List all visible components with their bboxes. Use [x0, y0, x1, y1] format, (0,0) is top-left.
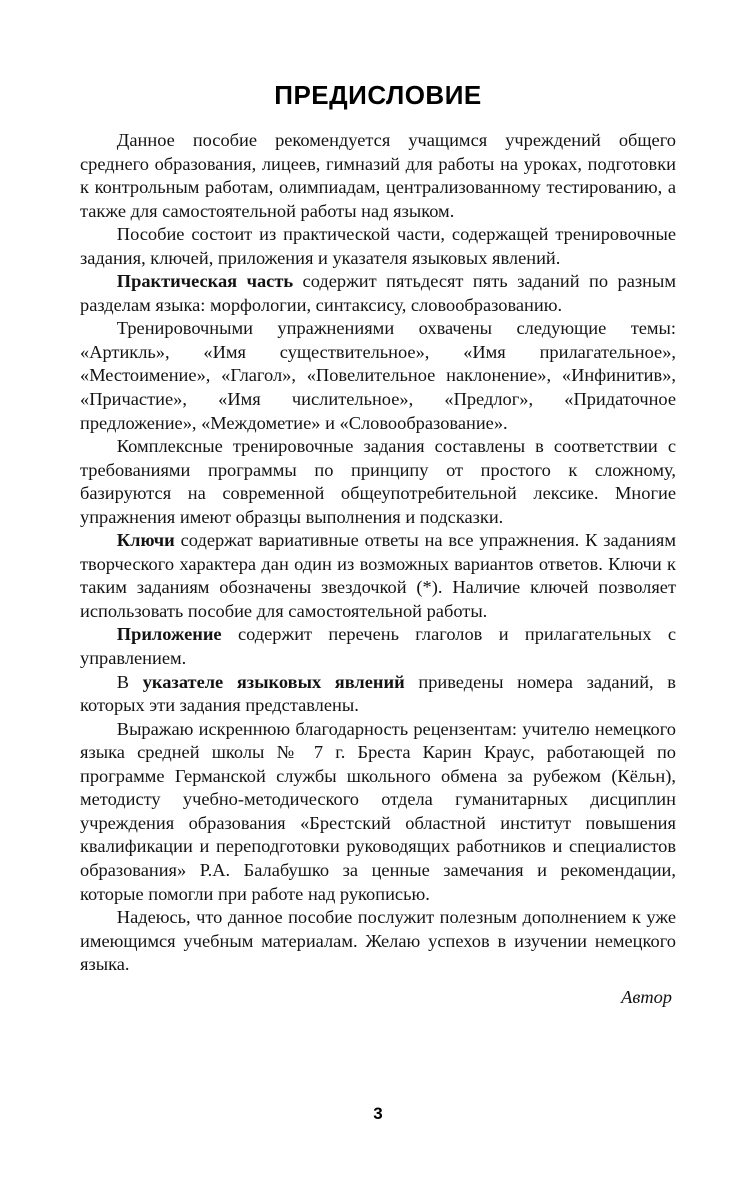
emphasis-text: Приложение [116, 624, 222, 645]
page-title: ПРЕДИСЛОВИЕ [274, 80, 482, 110]
paragraph-text: В [116, 671, 143, 692]
paragraph-text: содержит пятьдесят пять заданий по разным разделам языка: морфологии, синтаксису, словообразованию. [80, 271, 676, 315]
paragraph-text: приведены номера заданий, в которых эти задания представлены. [80, 671, 676, 716]
paragraph-text: содержит перечень глаголов и прилагательных с управлением. [80, 624, 676, 669]
paragraph [80, 671, 676, 718]
emphasis-text: указателе языковых явлений [142, 671, 405, 692]
paragraph [80, 718, 676, 906]
paragraph-text: Выражаю искреннюю благодарность рецензентам: учителю немецкого языка средней школы № 7 г. Бреста Карин Краус, работающей по программе Германской службы школьного обмена за рубежом (Кёльн), методисту учебно-методического отдела гуманитарных дисциплин учреждения образования «Брестский областной институт повышения квалификации и переподготовки руководящих работников и специалистов образования» Р.А. Балабушко за ценные замечания и рекомендации, которые помогли при работе над рукописью. [80, 718, 676, 904]
paragraph [80, 129, 676, 223]
paragraph-text: Тренировочными упражнениями охвачены следующие темы: «Артикль», «Имя существительное», «Имя прилагательное», «Местоимение», «Глагол», «Повелительное наклонение», «Инфинитив», «Причастие», «Имя числительное», «Предлог», «Придаточное предложение», «Междометие» и «Словообразование». [80, 318, 676, 433]
paragraph-text: Надеюсь, что данное пособие послужит полезным дополнением к уже имеющимся учебным материалам. Желаю успехов в изучении немецкого языка. [80, 907, 676, 975]
preface-body [80, 129, 676, 977]
paragraph-text: Пособие состоит из практической части, содержащей тренировочные задания, ключей, приложения и указателя языковых явлений. [80, 224, 676, 268]
paragraph [80, 317, 676, 435]
paragraph [80, 435, 676, 529]
paragraph [80, 223, 676, 270]
author-signature: Автор [621, 986, 672, 1007]
emphasis-text: Практическая часть [116, 271, 294, 292]
paragraph [80, 270, 676, 317]
paragraph [80, 906, 676, 977]
page-number: 3 [373, 1104, 383, 1123]
emphasis-text: Ключи [116, 530, 175, 551]
paragraph-text: содержат вариативные ответы на все упражнения. К заданиям творческого характера дан один из возможных вариантов ответов. Ключи к таким заданиям обозначены звездочкой (*). Наличие ключей позволяет использовать пособие для самостоятельной работы. [80, 530, 676, 621]
paragraph-text: Данное пособие рекомендуется учащимся учреждений общего среднего образования, лицеев, гимназий для работы на уроках, подготовки к контрольным работам, олимпиадам, централизованному тестированию, а также для самостоятельной работы над языком. [80, 130, 676, 221]
paragraph-text: Комплексные тренировочные задания составлены в соответствии с требованиями программы по принципу от простого к сложному, базируются на современной общеупотребительной лексике. Многие упражнения имеют образцы выполнения и подсказки. [80, 436, 676, 527]
paragraph [80, 623, 676, 670]
paragraph [80, 529, 676, 623]
